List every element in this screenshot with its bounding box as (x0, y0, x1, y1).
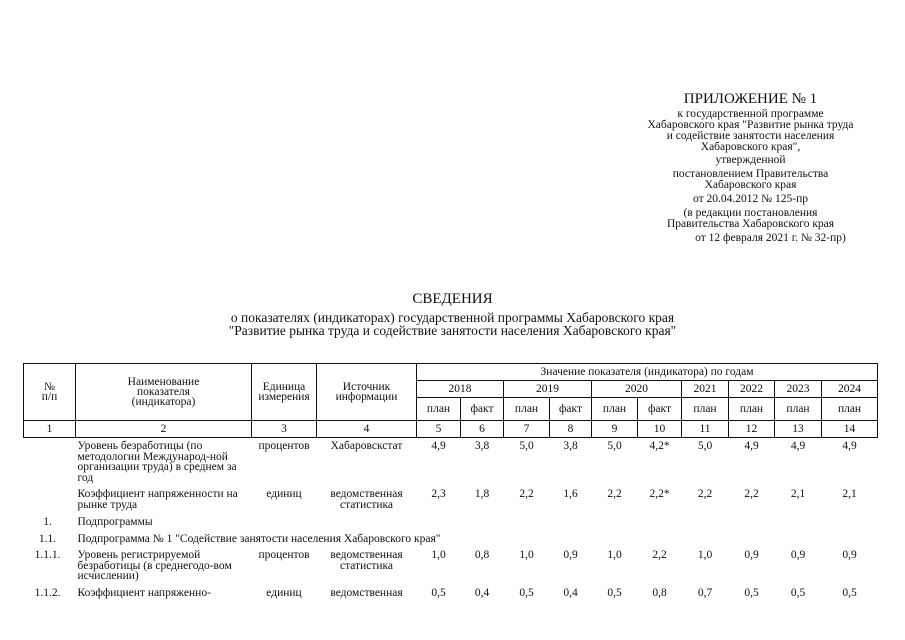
appendix-line: от 20.04.2012 № 125-пр (693, 193, 808, 205)
appendix-line: от 12 февраля 2021 г. № 32-пр) (695, 232, 846, 244)
row-unit: процентов (258, 440, 310, 452)
row-value: 4,9 (842, 440, 857, 452)
row-value: 2,1 (842, 488, 857, 500)
row-value: 5,0 (607, 440, 622, 452)
row-value: 5,0 (519, 440, 534, 452)
column-number: 7 (504, 421, 550, 438)
row-source: ведомственная статистика (330, 488, 403, 511)
row-num: 1.1. (38, 532, 57, 545)
appendix-line: постановлением Правительства (672, 168, 829, 180)
column-number: 10 (638, 421, 682, 438)
header-unit: Единица измерения (252, 364, 317, 421)
column-number: 2 (76, 421, 252, 438)
row-value: 0,4 (474, 586, 490, 599)
row-value: 2,2 (607, 488, 622, 500)
row-section-title: Подпрограмма № 1 "Содействие занятости населения Хабаровского края" (77, 532, 441, 545)
row-value: 0,5 (431, 586, 446, 599)
appendix-line: Хабаровского края "Развитие рынка труда (647, 119, 854, 131)
row-name: Уровень регистрируемой безработицы (в среднегодо-вом исчислении) (77, 549, 232, 582)
header-name: Наименование показателя (индикатора) (76, 364, 252, 421)
document-heading (0, 291, 905, 337)
column-number: 8 (550, 421, 592, 438)
column-number: 14 (822, 421, 878, 438)
row-num: 1.1.2. (34, 586, 61, 599)
column-number: 12 (729, 421, 775, 438)
header-year: 2018 (417, 381, 504, 398)
row-source: ведомственная (330, 586, 403, 599)
row-value: 5,0 (697, 440, 713, 452)
row-value: 3,8 (474, 440, 490, 452)
table-row (24, 483, 878, 511)
row-value: 3,8 (563, 440, 578, 452)
table-row (24, 544, 878, 582)
row-name: Уровень безработицы (по методологии Международ-ной организации труда) в среднем за год (77, 440, 237, 484)
row-value: 1,8 (474, 488, 490, 500)
row-source: ведомственная статистика (330, 549, 403, 572)
header-plan: план (822, 398, 878, 421)
row-num: 1. (43, 516, 52, 528)
row-num (24, 483, 76, 511)
header-num: № п/п (24, 364, 76, 421)
row-unit: единиц (266, 586, 302, 599)
row-num: 1.1.1. (34, 549, 61, 561)
table-row (24, 511, 878, 528)
document-subtitle-line1: о показателях (индикаторах) государственной программы Хабаровского края (230, 310, 675, 325)
header-plan: план (682, 398, 729, 421)
row-source: Хабаровскстат (330, 440, 403, 452)
header-year: 2020 (592, 381, 682, 398)
appendix-line: Правительства Хабаровского края (666, 218, 835, 230)
row-name: Коэффициент напряженно- (77, 586, 211, 599)
header-year: 2024 (822, 381, 878, 398)
row-value: 4,9 (790, 440, 806, 452)
row-value: 0,9 (744, 549, 759, 561)
document-title: СВЕДЕНИЯ (412, 291, 493, 307)
row-unit: процентов (258, 549, 310, 561)
row-value: 0,9 (563, 549, 578, 561)
row-value: 0,5 (519, 586, 534, 599)
header-fact: факт (461, 398, 504, 421)
header-fact: факт (550, 398, 592, 421)
column-number: 13 (775, 421, 822, 438)
appendix-line: (в редакции постановления (683, 207, 818, 219)
row-value: 0,4 (563, 586, 578, 599)
appendix-title: ПРИЛОЖЕНИЕ № 1 (683, 91, 818, 107)
appendix-line: Хабаровского края (704, 179, 797, 191)
column-number: 3 (252, 421, 317, 438)
column-number: 4 (317, 421, 417, 438)
header-plan: план (417, 398, 461, 421)
appendix-line: Хабаровского края", (700, 141, 801, 153)
header-plan: план (775, 398, 822, 421)
column-number: 6 (461, 421, 504, 438)
row-value: 0,9 (842, 549, 857, 561)
row-value: 2,1 (790, 488, 806, 500)
header-values-by-year: Значение показателя (индикатора) по годам (417, 364, 878, 381)
row-value: 0,5 (790, 586, 806, 599)
row-value: 2,3 (431, 488, 446, 500)
table-row (24, 528, 878, 545)
row-value: 0,9 (790, 549, 806, 561)
column-number: 1 (24, 421, 76, 438)
row-value: 0,5 (607, 586, 622, 599)
row-value: 0,8 (474, 549, 490, 561)
row-value: 0,5 (744, 586, 759, 599)
column-number: 5 (417, 421, 461, 438)
appendix-line: и содействие занятости населения (666, 130, 835, 142)
row-value: 4,2* (649, 440, 670, 452)
row-value: 1,0 (431, 549, 446, 561)
row-num (24, 438, 76, 484)
appendix-line: к государственной программе (677, 108, 824, 120)
header-year: 2023 (775, 381, 822, 398)
column-number: 11 (682, 421, 729, 438)
row-value: 1,0 (607, 549, 622, 561)
row-name: Коэффициент напряженности на рынке труда (77, 488, 238, 511)
header-plan: план (592, 398, 638, 421)
row-value: 2,2 (519, 488, 534, 500)
row-value: 2,2 (744, 488, 759, 500)
row-value: 4,9 (431, 440, 446, 452)
header-plan: план (729, 398, 775, 421)
row-value: 1,6 (563, 488, 578, 500)
row-section-title: Подпрограммы (77, 516, 153, 528)
row-value: 2,2 (652, 549, 667, 561)
header-year: 2022 (729, 381, 775, 398)
row-value: 4,9 (744, 440, 759, 452)
header-year: 2021 (682, 381, 729, 398)
row-value: 0,7 (697, 586, 713, 599)
column-number: 9 (592, 421, 638, 438)
row-value: 1,0 (519, 549, 534, 561)
header-source: Источник информации (317, 364, 417, 421)
row-value: 0,8 (652, 586, 667, 599)
document-subtitle-line2: "Развитие рынка труда и содействие занятости населения Хабаровского края" (228, 323, 677, 338)
appendix-block (618, 91, 883, 244)
row-value: 2,2 (697, 488, 713, 500)
row-value: 1,0 (697, 549, 713, 561)
header-fact: факт (638, 398, 682, 421)
appendix-line: утвержденной (715, 154, 786, 166)
indicators-table (23, 363, 878, 598)
row-unit: единиц (266, 488, 302, 500)
header-plan: план (504, 398, 550, 421)
row-value: 2,2* (649, 488, 670, 500)
table-row (24, 582, 878, 599)
header-year: 2019 (504, 381, 592, 398)
row-value: 0,5 (842, 586, 857, 599)
table-row (24, 438, 878, 484)
